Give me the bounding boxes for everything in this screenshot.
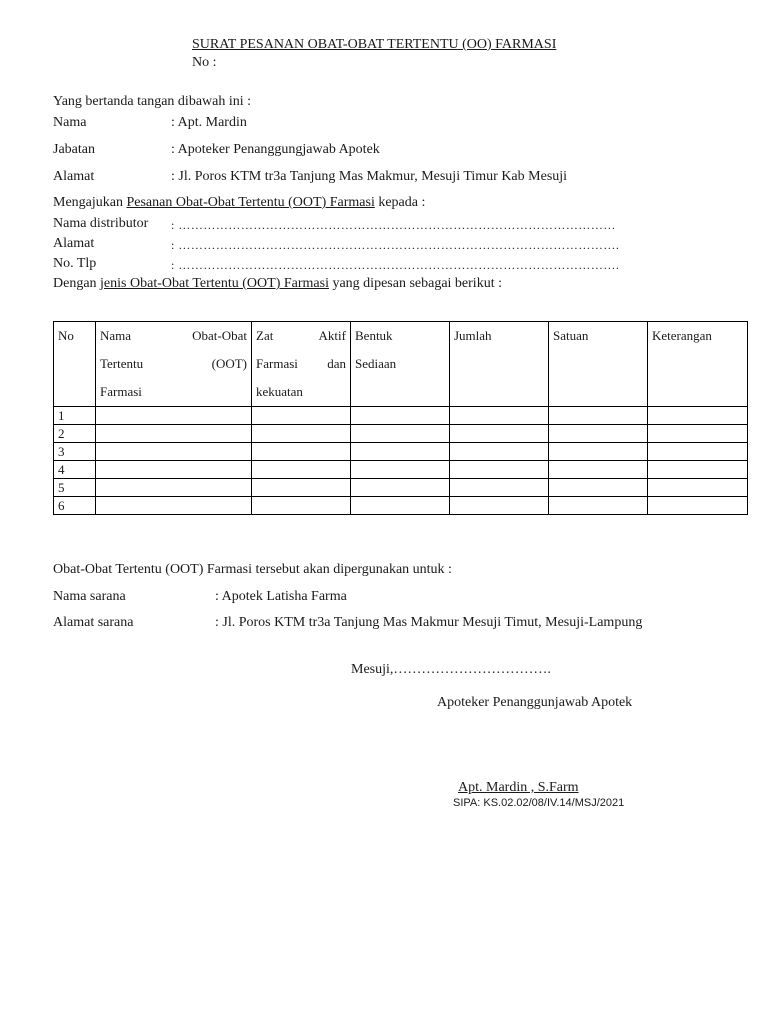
table-row — [54, 425, 748, 443]
table-cell — [252, 479, 351, 497]
table-row — [54, 461, 748, 479]
address-label: Alamat — [53, 169, 95, 184]
document-number-label: No : — [192, 55, 217, 70]
col-header-notes: Keterangan — [648, 322, 748, 407]
table-cell — [252, 443, 351, 461]
name-label: Nama — [53, 115, 87, 130]
table-cell — [450, 479, 549, 497]
table-cell — [549, 479, 648, 497]
col-header-unit: Satuan — [549, 322, 648, 407]
document-title: SURAT PESANAN OBAT-OBAT TERTENTU (OO) FARMASI — [192, 37, 557, 52]
distributor-address-value: : ……………………………………………………………………………………………. — [171, 238, 620, 252]
request-line — [53, 195, 425, 211]
request-subject: Pesanan Obat-Obat Tertentu (OOT) Farmasi — [126, 195, 375, 210]
signature-place-date: Mesuji,……………………………. — [351, 662, 551, 677]
table-cell — [96, 425, 252, 443]
table-cell — [252, 425, 351, 443]
table-row — [54, 407, 748, 425]
signatory-license-number: SIPA: KS.02.02/08/IV.14/MSJ/2021 — [453, 797, 625, 809]
table-cell — [549, 443, 648, 461]
row-number: 4 — [54, 461, 96, 479]
col-header-dosage-form: Bentuk Sediaan — [351, 322, 450, 407]
address-value: : Jl. Poros KTM tr3a Tanjung Mas Makmur, Mesuji Timur Kab Mesuji — [171, 169, 568, 184]
table-cell — [450, 443, 549, 461]
table-cell — [96, 407, 252, 425]
signatory-name: Apt. Mardin , S.Farm — [458, 780, 579, 795]
position-label: Jabatan — [53, 142, 95, 157]
table-row — [54, 497, 748, 515]
request-prefix: Mengajukan — [53, 195, 127, 210]
row-number: 5 — [54, 479, 96, 497]
table-cell — [252, 461, 351, 479]
table-cell — [549, 407, 648, 425]
table-cell — [549, 497, 648, 515]
table-row — [54, 479, 748, 497]
order-intro-suffix: yang dipesan sebagai berikut : — [328, 276, 502, 291]
table-cell — [648, 479, 748, 497]
order-intro-line — [53, 276, 502, 292]
row-number: 6 — [54, 497, 96, 515]
facility-name-label: Nama sarana — [53, 589, 126, 604]
table-cell — [351, 479, 450, 497]
order-table — [53, 321, 748, 515]
table-cell — [549, 461, 648, 479]
intro-opening: Yang bertanda tangan dibawah ini : — [53, 94, 252, 109]
position-value: : Apoteker Penanggungjawab Apotek — [171, 142, 380, 157]
facility-address-value: : Jl. Poros KTM tr3a Tanjung Mas Makmur Mesuji Timut, Mesuji-Lampung — [215, 615, 643, 630]
distributor-phone-value: : ……………………………………………………………………………………………. — [171, 258, 620, 272]
table-cell — [96, 461, 252, 479]
table-cell — [351, 497, 450, 515]
signature-role: Apoteker Penanggunjawab Apotek — [437, 695, 633, 710]
distributor-name-label: Nama distributor — [53, 216, 149, 231]
order-intro-subject: jenis Obat-Obat Tertentu (OOT) Farmasi — [100, 276, 329, 291]
table-cell — [549, 425, 648, 443]
distributor-address-label: Alamat — [53, 236, 95, 251]
table-cell — [450, 425, 549, 443]
table-header-row — [54, 322, 748, 407]
col-header-quantity: Jumlah — [450, 322, 549, 407]
table-cell — [648, 425, 748, 443]
table-cell — [252, 497, 351, 515]
col-header-active-substance: Zat Aktif Farmasi dan kekuatan — [252, 322, 351, 407]
table-row — [54, 443, 748, 461]
distributor-name-value: : …………………………………………………………………………………………… — [171, 218, 616, 232]
table-cell — [252, 407, 351, 425]
row-number: 3 — [54, 443, 96, 461]
distributor-phone-label: No. Tlp — [53, 256, 97, 271]
col-header-drug-name: Nama Obat-Obat Tertentu (OOT) Farmasi — [96, 322, 252, 407]
table-cell — [450, 407, 549, 425]
facility-name-value: : Apotek Latisha Farma — [215, 589, 347, 604]
order-intro-prefix: Dengan — [53, 276, 101, 291]
table-cell — [351, 407, 450, 425]
col-header-no: No — [54, 322, 96, 407]
table-cell — [450, 497, 549, 515]
table-cell — [648, 407, 748, 425]
table-cell — [648, 497, 748, 515]
table-cell — [351, 425, 450, 443]
table-cell — [351, 461, 450, 479]
table-cell — [96, 479, 252, 497]
table-cell — [648, 461, 748, 479]
request-suffix: kepada : — [374, 195, 426, 210]
table-cell — [96, 443, 252, 461]
row-number: 1 — [54, 407, 96, 425]
usage-statement: Obat-Obat Tertentu (OOT) Farmasi tersebut akan dipergunakan untuk : — [53, 562, 452, 577]
table-cell — [450, 461, 549, 479]
table-cell — [351, 443, 450, 461]
name-value: : Apt. Mardin — [171, 115, 247, 130]
facility-address-label: Alamat sarana — [53, 615, 134, 630]
table-cell — [648, 443, 748, 461]
table-cell — [96, 497, 252, 515]
row-number: 2 — [54, 425, 96, 443]
